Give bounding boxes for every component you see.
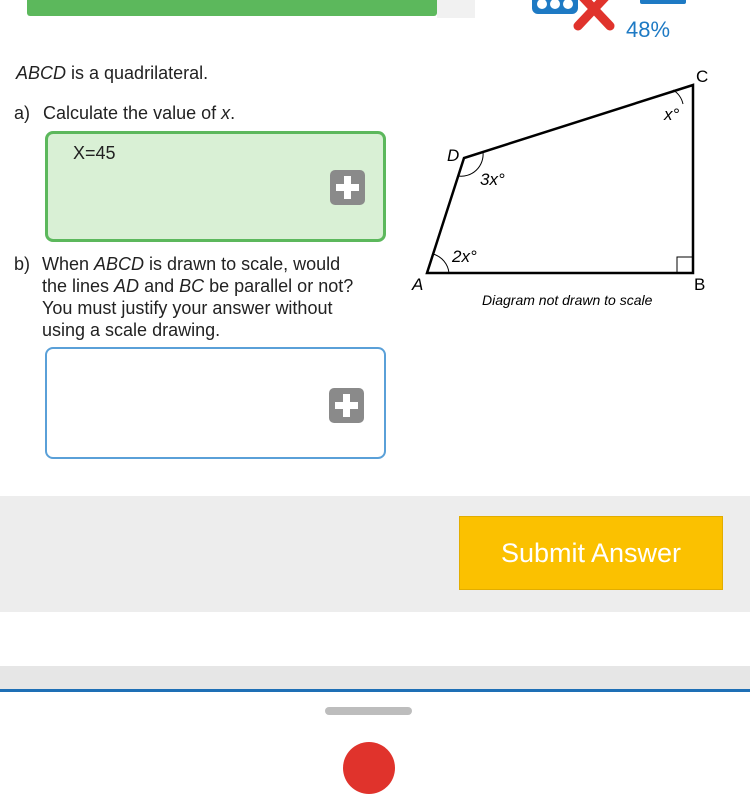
part-a-text: Calculate the value of x. [43, 103, 236, 123]
angle-label-d: 3x° [480, 170, 505, 189]
vertex-label-a: A [412, 275, 424, 294]
submit-answer-button[interactable]: Submit Answer [459, 516, 723, 590]
angle-label-c: x° [664, 105, 680, 124]
part-a-answer-value: X=45 [73, 143, 116, 163]
vertex-label-c: C [696, 67, 709, 86]
right-angle-marker [677, 257, 693, 273]
progress-percent: 48% [626, 17, 671, 42]
part-a-label: a) [14, 103, 31, 123]
quadrilateral-shape [427, 85, 693, 273]
marks-banner [27, 0, 437, 16]
diagram-caption: Diagram not drawn to scale [482, 292, 653, 308]
part-a-answer-box[interactable] [45, 131, 386, 242]
plus-icon [329, 388, 364, 423]
part-b-label: b) [14, 254, 31, 274]
plus-icon [330, 170, 365, 205]
bottom-divider [0, 689, 750, 692]
quadrilateral-diagram [400, 60, 730, 320]
vertex-label-b: B [694, 275, 706, 294]
part-b-text: When ABCD is drawn to scale, would the lines AD and BC be parallel or not? You must justify your answer without using a scale drawing. [42, 254, 354, 340]
part-b-answer-box[interactable] [45, 347, 386, 459]
angle-arc-a [433, 254, 449, 273]
marks-label [172, 0, 292, 1]
add-working-button-b[interactable] [329, 388, 364, 423]
question-intro: ABCD is a quadrilateral. [16, 63, 209, 83]
angle-label-a: 2x° [452, 247, 477, 266]
bottom-panel [0, 666, 750, 690]
wrong-answers-icon [528, 0, 618, 32]
header-tab [437, 0, 475, 18]
home-indicator[interactable] [325, 707, 412, 715]
add-working-button-a[interactable] [330, 170, 365, 205]
vertex-label-d: D [447, 146, 460, 165]
progress-bar [640, 0, 686, 4]
